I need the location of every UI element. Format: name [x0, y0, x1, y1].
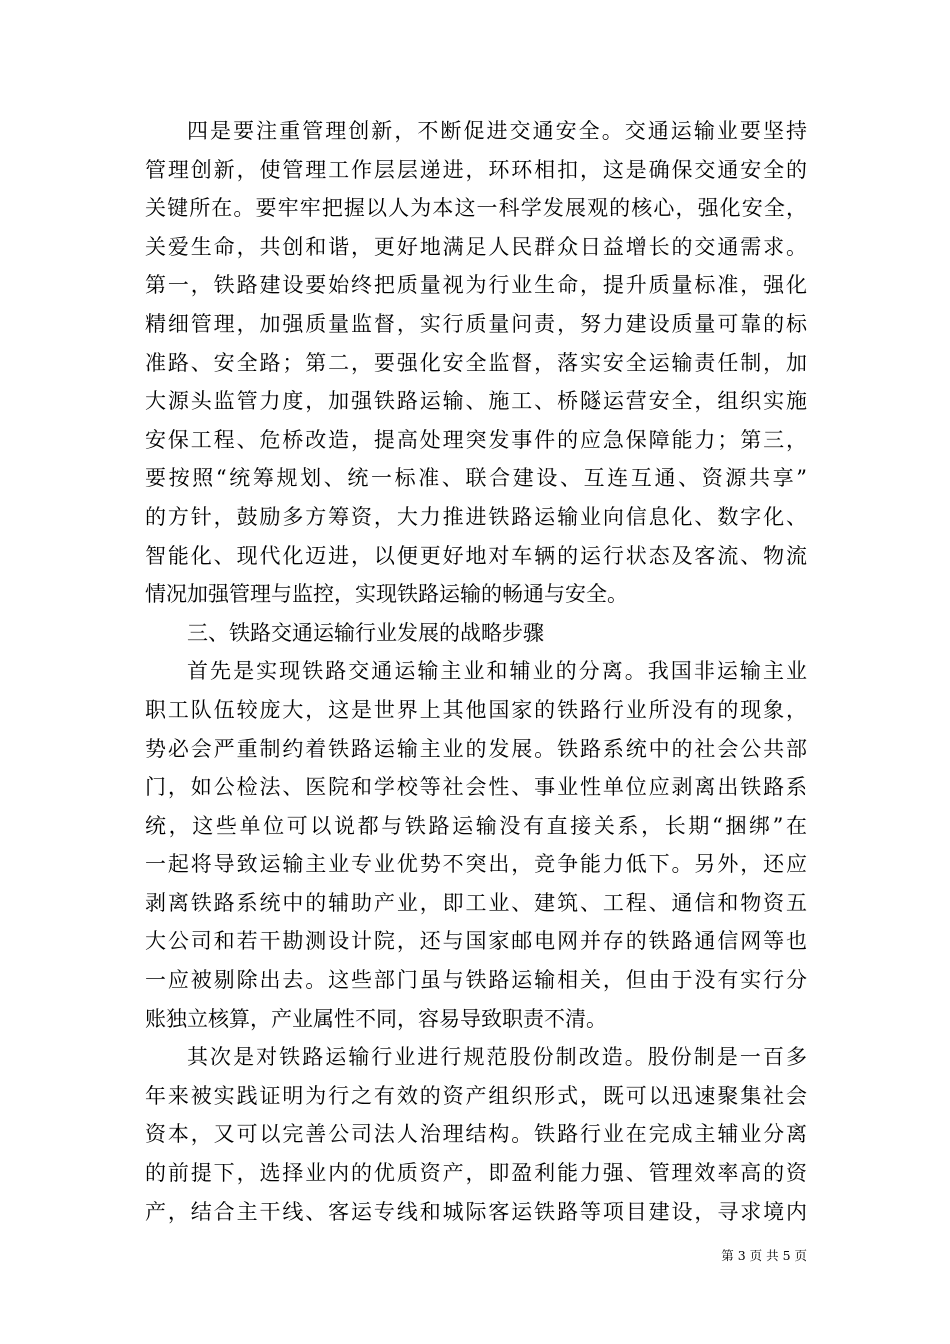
- text-line: 首先是实现铁路交通运输主业和辅业的分离。我国非运输主业: [187, 659, 807, 684]
- text-line: 资本，又可以完善公司法人治理结构。铁路行业在完成主辅业分离: [145, 1122, 807, 1147]
- text-line: 职工队伍较庞大，这是世界上其他国家的铁路行业所没有的现象，: [145, 697, 807, 722]
- text-line: 情况加强管理与监控，实现铁路运输的畅通与安全。: [145, 582, 628, 607]
- text-line: 的方针，鼓励多方筹资，大力推进铁路运输业向信息化、数字化、: [145, 504, 807, 529]
- text-line: 关键所在。要牢牢把握以人为本这一科学发展观的核心，强化安全，: [145, 196, 807, 221]
- text-line: 管理创新，使管理工作层层递进，环环相扣，这是确保交通安全的: [145, 157, 807, 182]
- body-text: [145, 112, 807, 1231]
- text-line: 一应被剔除出去。这些部门虽与铁路运输相关，但由于没有实行分: [145, 968, 807, 993]
- text-line: 精细管理，加强质量监督，实行质量问责，努力建设质量可靠的标: [145, 311, 807, 336]
- text-line: 产，结合主干线、客运专线和城际客运铁路等项目建设，寻求境内: [145, 1199, 807, 1224]
- text-line: 剥离铁路系统中的辅助产业，即工业、建筑、工程、通信和物资五: [145, 890, 807, 915]
- page-number: 第 3 页 共 5 页: [721, 1248, 807, 1263]
- text-line: 四是要注重管理创新，不断促进交通安全。交通运输业要坚持: [187, 119, 807, 143]
- text-line: 势必会严重制约着铁路运输主业的发展。铁路系统中的社会公共部: [145, 736, 807, 761]
- text-line: 年来被实践证明为行之有效的资产组织形式，既可以迅速聚集社会: [145, 1083, 807, 1108]
- text-line: 准路、安全路；第二，要强化安全监督，落实安全运输责任制，加: [145, 350, 807, 375]
- text-line: 的前提下，选择业内的优质资产，即盈利能力强、管理效率高的资: [145, 1161, 807, 1186]
- text-line: 账独立核算，产业属性不同，容易导致职责不清。: [145, 1006, 607, 1031]
- text-line: 安保工程、危桥改造，提高处理突发事件的应急保障能力；第三，: [145, 427, 807, 452]
- text-line: 门，如公检法、医院和学校等社会性、事业性单位应剥离出铁路系: [145, 775, 807, 800]
- text-line: 第一，铁路建设要始终把质量视为行业生命，提升质量标准，强化: [145, 273, 807, 298]
- text-line: 一起将导致运输主业专业优势不突出，竞争能力低下。另外，还应: [145, 852, 807, 877]
- text-line: 其次是对铁路运输行业进行规范股份制改造。股份制是一百多: [187, 1045, 807, 1070]
- text-line: 统，这些单位可以说都与铁路运输没有直接关系，长期“捆绑”在: [145, 813, 807, 838]
- text-line: 要按照“统筹规划、统一标准、联合建设、互连互通、资源共享”: [145, 466, 807, 491]
- text-line: 智能化、现代化迈进，以便更好地对车辆的运行状态及客流、物流: [145, 543, 807, 568]
- text-line: 大公司和若干勘测设计院，还与国家邮电网并存的铁路通信网等也: [145, 929, 807, 954]
- text-line: 大源头监管力度，加强铁路运输、施工、桥隧运营安全，组织实施: [145, 389, 807, 414]
- text-line: 关爱生命，共创和谐，更好地满足人民群众日益增长的交通需求。: [145, 234, 807, 259]
- section-heading: 三、铁路交通运输行业发展的战略步骤: [187, 620, 544, 645]
